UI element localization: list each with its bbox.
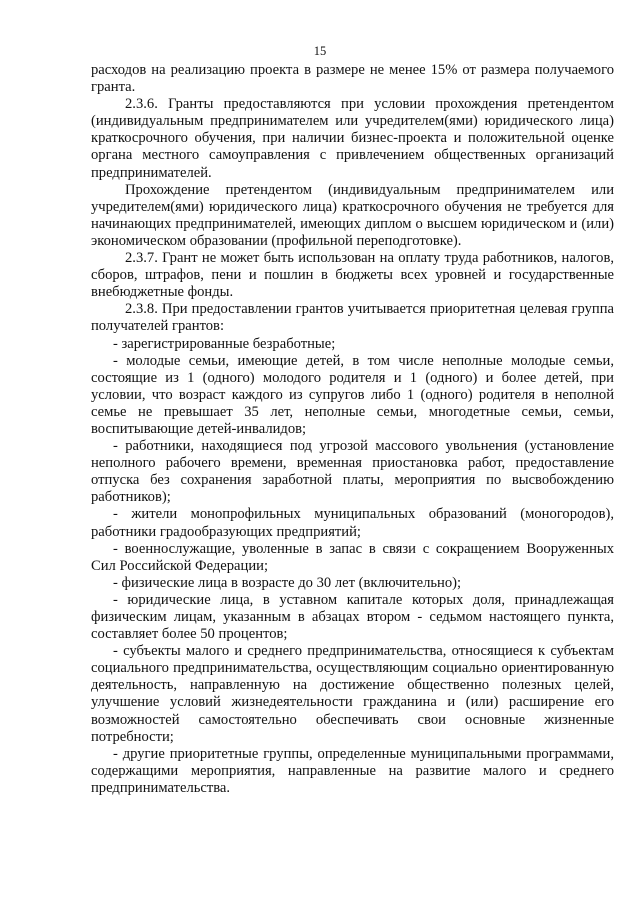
- list-item-young-persons: - физические лица в возрасте до 30 лет (включительно);: [113, 574, 462, 591]
- paragraph-training-exemption: Прохождение претендентом (индивидуальным предпринимателем или учредителем(ями) юридического лица) краткосрочного обучения не требуется для начинающих предпринимателей, имеющих диплом о высшем юридическом и (или) экономическом образовании (профильной переподготовке).: [91, 181, 614, 249]
- document-body: [91, 62, 614, 797]
- page-number: 15: [313, 44, 327, 58]
- list-item-legal-entities: - юридические лица, в уставном капитале которых доля, принадлежащая физическим лицам, указанным в абзацах втором - седьмом настоящего пункта, составляет более 50 процентов;: [91, 591, 614, 643]
- list-item-other-groups: - другие приоритетные группы, определенные муниципальными программами, содержащими мероприятия, направленные на развитие малого и среднего предпринимательства.: [91, 745, 614, 796]
- list-item-monotown-residents: - жители монопрофильных муниципальных образований (моногородов), работники градообразующих предприятий;: [91, 506, 614, 540]
- list-item-workers-at-risk: - работники, находящиеся под угрозой массового увольнения (установление неполного рабочего времени, временная приостановка работ, предоставление отпуска без сохранения заработной платы, мероприятия по высвобождению работников);: [91, 438, 614, 506]
- paragraph-2-3-6: 2.3.6. Гранты предоставляются при условии прохождения претендентом (индивидуальным предпринимателем или учредителем(ями) юридического лица) краткосрочного обучения, при наличии бизнес-проекта и положительной оценке органа местного самоуправления с привлечением общественных организаций предпринимателей.: [91, 96, 614, 181]
- list-item-unemployed: - зарегистрированные безработные;: [113, 335, 336, 352]
- list-item-social-enterprises: - субъекты малого и среднего предпринимательства, относящиеся к субъектам социального предпринимательства, осуществляющим социально ориентированную деятельность, направленную на достижение общественно полезных целей, улучшение условий жизнедеятельности гражданина и (или) расширение его возможностей самостоятельно обеспечивать свои основные жизненные потребности;: [91, 643, 614, 745]
- list-item-military: - военнослужащие, уволенные в запас в связи с сокращением Вооруженных Сил Российской Федерации;: [91, 540, 614, 574]
- list-item-young-families: - молодые семьи, имеющие детей, в том числе неполные молодые семьи, состоящие из 1 (одного) молодого родителя и 1 (одного) и более детей, при условии, что возраст каждого из супругов либо 1 (одного) родителя в неполной семье не превышает 35 лет, неполные семьи, многодетные семьи, семьи, воспитывающие детей-инвалидов;: [91, 352, 614, 437]
- paragraph-continuation: расходов на реализацию проекта в размере не менее 15% от размера получаемого гранта.: [91, 62, 614, 96]
- paragraph-2-3-7: 2.3.7. Грант не может быть использован на оплату труда работников, налогов, сборов, штрафов, пени и пошлин в бюджеты всех уровней и государственные внебюджетные фонды.: [91, 250, 614, 301]
- paragraph-2-3-8: 2.3.8. При предоставлении грантов учитывается приоритетная целевая группа получателей грантов:: [91, 301, 614, 335]
